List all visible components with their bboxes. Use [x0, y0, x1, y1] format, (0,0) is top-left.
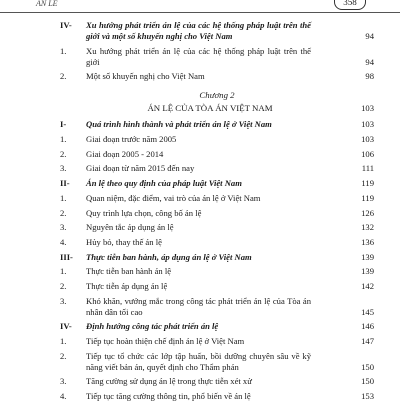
- toc-section-entry: [60, 119, 374, 130]
- toc-section-entry: [60, 321, 374, 332]
- toc-entry-title: Nguyên tắc áp dụng án lệ: [86, 222, 174, 233]
- toc-entry-page: 106: [361, 148, 374, 159]
- chapter-title-row: [60, 103, 374, 113]
- toc-entry-page: 119: [361, 192, 374, 203]
- toc-entry-number: I-: [60, 119, 67, 130]
- toc-entry-number: 1.: [60, 134, 67, 145]
- toc-entry-page: 119: [361, 178, 374, 189]
- toc-entry-number: 1.: [60, 266, 67, 277]
- toc-subentry: [60, 266, 374, 277]
- toc-entry-title: Khó khăn, vướng mắc trong công tác phát triển án lệ của Tòa án nhân dân tối cao: [86, 295, 311, 317]
- toc-entry-title: Tăng cường sử dụng án lệ trong thực tiễn xét xử: [86, 376, 252, 387]
- toc-entry-number: IV-: [60, 20, 72, 30]
- toc-entry-page: 132: [361, 222, 374, 233]
- toc-entry-title: Định hướng công tác phát triển án lệ: [86, 321, 219, 332]
- toc-entry-page: 150: [361, 361, 374, 372]
- page-number-badge: 358: [334, 0, 366, 10]
- toc-section-entry: [60, 20, 374, 42]
- toc-entry-page: 150: [361, 376, 374, 387]
- toc-entry-number: III-: [60, 251, 73, 262]
- toc-subentry: [60, 237, 374, 248]
- chapter-title: ÁN LỆ CỦA TÒA ÁN VIỆT NAM: [147, 103, 273, 114]
- toc-subentry: [60, 46, 374, 68]
- toc-entry-page: 146: [361, 321, 374, 332]
- toc-subentry: [60, 376, 374, 387]
- toc-subentry: [60, 281, 374, 292]
- toc-section-entry: [60, 178, 374, 189]
- toc-entry-title: Xu hướng phát triển án lệ của các hệ thống pháp luật trên thế giới và một số khuyến nghị cho Việt Nam: [86, 20, 311, 41]
- toc-entry-title: Thực tiễn áp dụng án lệ: [86, 280, 168, 291]
- toc-entry-page: 103: [361, 134, 374, 145]
- toc-entry-number: 3.: [60, 295, 67, 306]
- toc-subentry: [60, 296, 374, 318]
- toc-entry-title: Thực tiễn ban hành, áp dụng án lệ ở Việt Nam: [86, 251, 252, 262]
- table-of-contents: [60, 20, 374, 406]
- toc-entry-title: Quá trình hình thành và phát triển án lệ ở Việt Nam: [86, 119, 272, 130]
- toc-entry-page: 136: [361, 236, 374, 247]
- toc-entry-title: Giai đoạn 2005 - 2014: [86, 148, 164, 159]
- toc-subentry: [60, 336, 374, 347]
- chapter-label: Chương 2: [199, 90, 235, 101]
- toc-entry-number: 2.: [60, 148, 67, 159]
- toc-entry-title: Tiếp tục hoàn thiện chế định án lệ ở Việt Nam: [86, 336, 245, 346]
- toc-entry-title: Quan niệm, đặc điểm, vai trò của án lệ ở Việt Nam: [86, 192, 261, 203]
- toc-subentry: [60, 208, 374, 219]
- toc-entry-number: 4.: [60, 391, 67, 402]
- toc-entry-page: 111: [361, 163, 374, 174]
- toc-entry-number: 1.: [60, 45, 67, 56]
- toc-entry-title: Xu hướng phát triển án lệ của các hệ thống pháp luật trên thế giới: [86, 45, 311, 67]
- toc-entry-number: IV-: [60, 321, 72, 332]
- toc-entry-title: Một số khuyến nghị cho Việt Nam: [86, 71, 205, 82]
- toc-entry-title: Giai đoạn trước năm 2005: [86, 134, 177, 145]
- toc-subentry: [60, 71, 374, 82]
- chapter-heading: [60, 90, 374, 101]
- toc-entry-number: 2.: [60, 280, 67, 291]
- toc-entry-page: 103: [361, 119, 374, 130]
- toc-entry-title: Tiếp tục tổ chức các lớp tập huấn, bồi dưỡng chuyên sâu về kỹ năng viết bản án, quyết định cho Thẩm phán: [86, 350, 311, 372]
- toc-entry-number: II-: [60, 178, 70, 189]
- toc-entry-title: Án lệ theo quy định của pháp luật Việt Nam: [86, 178, 242, 189]
- running-header: [0, 0, 400, 13]
- toc-entry-number: 2.: [60, 207, 67, 218]
- toc-entry-page: 142: [361, 280, 374, 291]
- toc-section-after: [60, 119, 374, 402]
- toc-subentry: [60, 163, 374, 174]
- toc-entry-number: 3.: [60, 163, 67, 174]
- toc-subentry: [60, 134, 374, 145]
- toc-subentry: [60, 391, 374, 402]
- toc-section-entry: [60, 252, 374, 263]
- toc-entry-title: Thực tiễn ban hành án lệ: [86, 266, 172, 277]
- toc-entry-title: Hủy bỏ, thay thế án lệ: [86, 236, 162, 247]
- toc-entry-page: 98: [365, 71, 374, 82]
- running-header-text: AN LE: [36, 0, 58, 8]
- toc-entry-title: Tiếp tục tăng cường thông tin, phổ biến về án lệ: [86, 391, 251, 402]
- toc-entry-title: Giai đoạn từ năm 2015 đến nay: [86, 163, 195, 174]
- toc-entry-number: 2.: [60, 71, 67, 82]
- toc-subentry: [60, 222, 374, 233]
- toc-entry-number: 1.: [60, 336, 67, 346]
- toc-entry-number: 1.: [60, 192, 67, 203]
- toc-entry-number: 3.: [60, 222, 67, 233]
- toc-entry-number: 4.: [60, 236, 67, 247]
- toc-subentry: [60, 193, 374, 204]
- toc-entry-title: Quy trình lựa chọn, công bố án lệ: [86, 207, 202, 218]
- toc-subentry: [60, 351, 374, 373]
- toc-entry-page: 126: [361, 207, 374, 218]
- toc-subentry: [60, 149, 374, 160]
- toc-entry-page: 94: [365, 31, 374, 41]
- chapter-page: 103: [361, 103, 374, 114]
- toc-entry-number: 3.: [60, 376, 67, 387]
- toc-section-before: [60, 20, 374, 82]
- toc-entry-page: 94: [365, 56, 374, 67]
- toc-entry-page: 153: [361, 391, 374, 402]
- toc-entry-number: 2.: [60, 350, 67, 361]
- toc-entry-page: 139: [361, 266, 374, 277]
- toc-entry-page: 139: [361, 251, 374, 262]
- toc-entry-page: 145: [361, 306, 374, 317]
- toc-entry-page: 147: [361, 336, 374, 346]
